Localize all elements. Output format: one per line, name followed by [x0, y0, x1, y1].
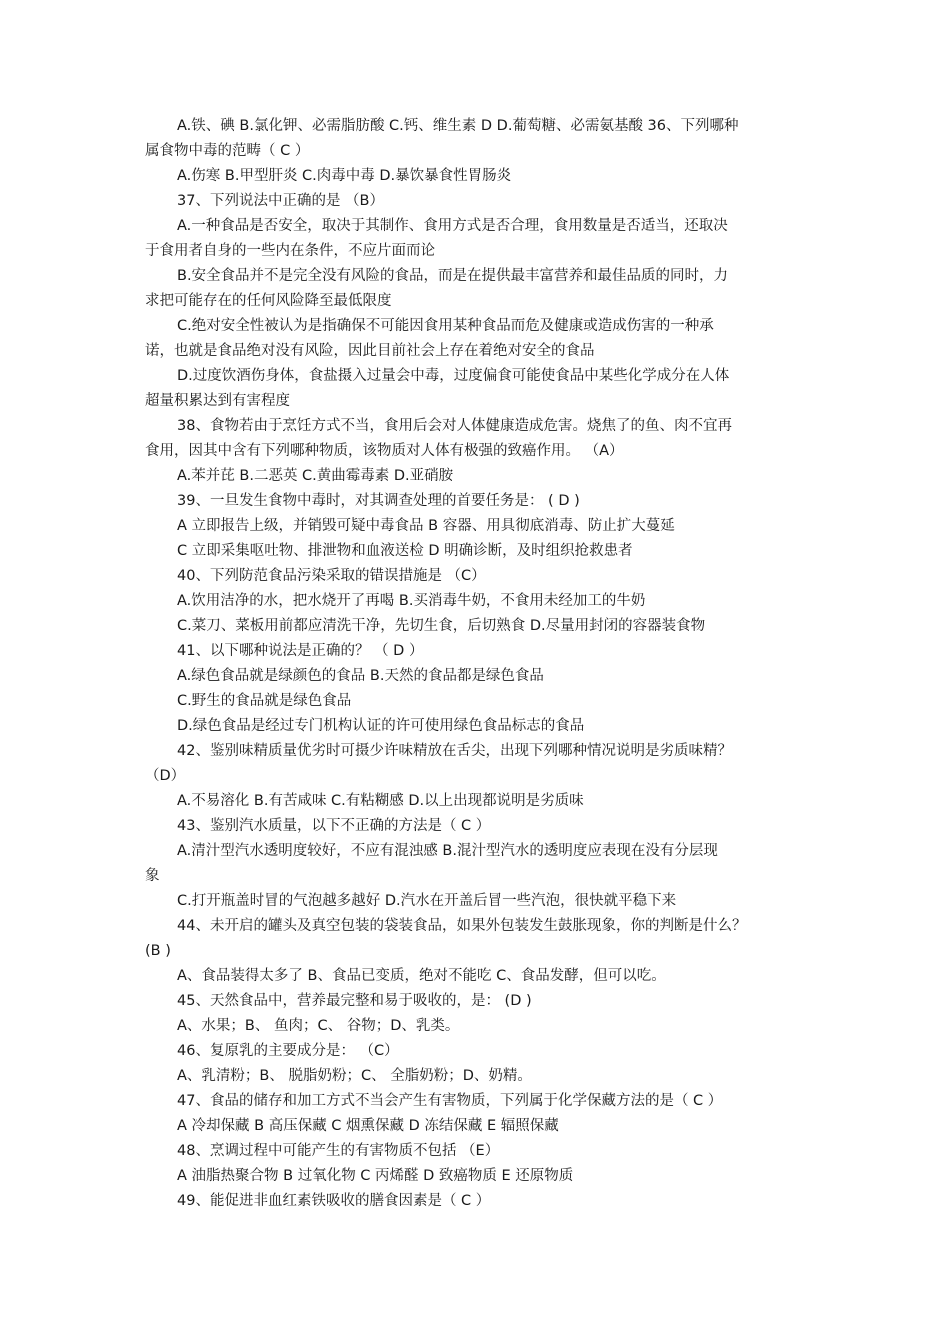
text-line: D.过度饮酒伤身体，食盐摄入过量会中毒，过度偏食可能使食品中某些化学成分在人体 — [177, 368, 730, 384]
text-line: 于食用者自身的一些内在条件，不应片面而论 — [145, 243, 435, 259]
text-line: A.苯并芘 B.二恶英 C.黄曲霉毒素 D.亚硝胺 — [177, 468, 454, 484]
text-line: 属食物中毒的范畴（ C ） — [145, 143, 310, 159]
text-line: C.野生的食品就是绿色食品 — [177, 693, 352, 709]
text-line: 38、食物若由于烹饪方式不当，食用后会对人体健康造成危害。烧焦了的鱼、肉不宜再 — [177, 418, 732, 434]
text-line: A.饮用洁净的水，把水烧开了再喝 B.买消毒牛奶，不食用未经加工的牛奶 — [177, 593, 646, 609]
text-line: A.一种食品是否安全，取决于其制作、食用方式是否合理，食用数量是否适当，还取决 — [177, 218, 728, 234]
text-line: B.安全食品并不是完全没有风险的食品，而是在提供最丰富营养和最佳品质的同时，力 — [177, 268, 729, 284]
text-line: 求把可能存在的任何风险降至最低限度 — [145, 293, 392, 309]
text-line: 43、鉴别汽水质量，以下不正确的方法是（ C ） — [177, 818, 491, 834]
text-line: A.伤寒 B.甲型肝炎 C.肉毒中毒 D.暴饮暴食性胃肠炎 — [177, 168, 512, 184]
text-line: A.不易溶化 B.有苦咸味 C.有粘糊感 D.以上出现都说明是劣质味 — [177, 793, 584, 809]
text-line: 46、复原乳的主要成分是： （C） — [177, 1043, 399, 1059]
text-line: 49、能促进非血红素铁吸收的膳食因素是（ C ） — [177, 1193, 491, 1209]
text-line: 食用，因其中含有下列哪种物质，该物质对人体有极强的致癌作用。 （A） — [145, 443, 624, 459]
text-line: C.菜刀、菜板用前都应清洗干净，先切生食，后切熟食 D.尽量用封闭的容器装食物 — [177, 618, 706, 634]
text-line: 诺，也就是食品绝对没有风险，因此目前社会上存在着绝对安全的食品 — [145, 343, 595, 359]
text-line: C.绝对安全性被认为是指确保不可能因食用某种食品而危及健康或造成伤害的一种承 — [177, 318, 714, 334]
text-line: 44、未开启的罐头及真空包装的袋装食品，如果外包装发生鼓胀现象，你的判断是什么？ — [177, 918, 747, 934]
text-line: 象 — [145, 868, 160, 884]
text-line: 48、烹调过程中可能产生的有害物质不包括 （E） — [177, 1143, 500, 1159]
text-line: 超量积累达到有害程度 — [145, 393, 290, 409]
text-line: 40、下列防范食品污染采取的错误措施是 （C） — [177, 568, 486, 584]
text-line: A.清汁型汽水透明度较好，不应有混浊感 B.混汁型汽水的透明度应表现在没有分层现 — [177, 843, 718, 859]
text-line: A、乳清粉；B、 脱脂奶粉；C、 全脂奶粉；D、奶精。 — [177, 1068, 532, 1084]
text-line: （D） — [145, 768, 186, 784]
text-line: 45、天然食品中，营养最完整和易于吸收的，是： (D ) — [177, 993, 532, 1009]
text-line: A.绿色食品就是绿颜色的食品 B.天然的食品都是绿色食品 — [177, 668, 544, 684]
text-line: 41、以下哪种说法是正确的？ （ D ） — [177, 643, 424, 659]
text-line: A.铁、碘 B.氯化钾、必需脂肪酸 C.钙、维生素 D D.葡萄糖、必需氨基酸 36、下列哪种 — [177, 118, 739, 134]
text-line: D.绿色食品是经过专门机构认证的许可使用绿色食品标志的食品 — [177, 718, 585, 734]
text-line: 42、鉴别味精质量优劣时可摄少许味精放在舌尖，出现下列哪种情况说明是劣质味精？ — [177, 743, 732, 759]
text-line: 47、食品的储存和加工方式不当会产生有害物质，下列属于化学保藏方法的是（ C ） — [177, 1093, 723, 1109]
text-line: 37、下列说法中正确的是 （B） — [177, 193, 385, 209]
text-line: A、食品装得太多了 B、食品已变质，绝对不能吃 C、食品发酵，但可以吃。 — [177, 968, 666, 984]
text-line: A 立即报告上级，并销毁可疑中毒食品 B 容器、用具彻底消毒、防止扩大蔓延 — [177, 518, 675, 534]
document-body — [145, 114, 811, 1214]
text-line: C.打开瓶盖时冒的气泡越多越好 D.汽水在开盖后冒一些汽泡，很快就平稳下来 — [177, 893, 677, 909]
text-line: A 油脂热聚合物 B 过氧化物 C 丙烯醛 D 致癌物质 E 还原物质 — [177, 1168, 574, 1184]
text-line: C 立即采集呕吐物、排泄物和血液送检 D 明确诊断，及时组织抢救患者 — [177, 543, 633, 559]
text-line: A、水果；B、 鱼肉；C、 谷物；D、乳类。 — [177, 1018, 460, 1034]
text-line: 39、一旦发生食物中毒时，对其调查处理的首要任务是： ( D ) — [177, 493, 580, 509]
text-line: (B ) — [145, 943, 171, 959]
text-line: A 冷却保藏 B 高压保藏 C 烟熏保藏 D 冻结保藏 E 辐照保藏 — [177, 1118, 559, 1134]
